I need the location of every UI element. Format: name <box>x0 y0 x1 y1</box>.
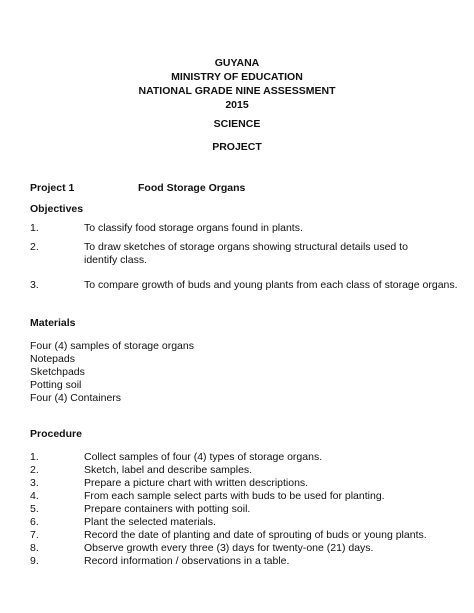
header-country: GUYANA <box>214 57 260 69</box>
header-ministry: MINISTRY OF EDUCATION <box>171 71 303 83</box>
objective-number: 3. <box>30 279 39 291</box>
subject-heading: SCIENCE <box>213 118 261 130</box>
procedure-step <box>0 555 474 569</box>
objective-item <box>0 222 474 236</box>
procedure-step <box>0 503 474 517</box>
procedure-step-number: 9. <box>30 555 39 567</box>
material-item: Four (4) samples of storage organs <box>30 340 194 352</box>
procedure-step-text: Prepare a picture chart with written descriptions. <box>84 477 309 489</box>
procedure-step-number: 3. <box>30 477 39 489</box>
header-assessment: NATIONAL GRADE NINE ASSESSMENT <box>138 85 336 97</box>
procedure-step-text: Collect samples of four (4) types of storage organs. <box>84 451 323 463</box>
material-item: Potting soil <box>30 379 82 391</box>
procedure-step-text: Prepare containers with potting soil. <box>84 503 251 515</box>
project-type-heading: PROJECT <box>212 141 262 153</box>
procedure-step-number: 4. <box>30 490 39 502</box>
document-header <box>0 56 474 112</box>
procedure-step-number: 1. <box>30 451 39 463</box>
objective-text: To compare growth of buds and young plants from each class of storage organs. <box>84 279 458 291</box>
procedure-step <box>0 477 474 491</box>
procedure-step-number: 7. <box>30 529 39 541</box>
procedure-step-number: 8. <box>30 542 39 554</box>
objective-text: To classify food storage organs found in plants. <box>84 222 303 234</box>
header-year: 2015 <box>225 99 249 111</box>
objective-number: 2. <box>30 241 39 253</box>
objectives-heading: Objectives <box>30 203 84 215</box>
procedure-step <box>0 451 474 465</box>
material-item: Notepads <box>30 353 75 365</box>
procedure-step-number: 5. <box>30 503 39 515</box>
procedure-step-text: Sketch, label and describe samples. <box>84 464 253 476</box>
material-item: Sketchpads <box>30 366 85 378</box>
objective-text-continued: identify class. <box>84 254 148 266</box>
materials-heading: Materials <box>30 317 76 329</box>
procedure-step <box>0 490 474 504</box>
procedure-step-text: Plant the selected materials. <box>84 516 216 528</box>
objective-item <box>0 241 474 255</box>
project-label: Project 1 <box>30 182 75 194</box>
procedure-step <box>0 542 474 556</box>
project-title: Food Storage Organs <box>138 182 246 194</box>
procedure-step-text: Record information / observations in a table. <box>84 555 290 567</box>
procedure-step-number: 6. <box>30 516 39 528</box>
objective-number: 1. <box>30 222 39 234</box>
procedure-step <box>0 464 474 478</box>
procedure-step <box>0 529 474 543</box>
procedure-step-text: From each sample select parts with buds to be used for planting. <box>84 490 385 502</box>
procedure-step-text: Record the date of planting and date of sprouting of buds or young plants. <box>84 529 427 541</box>
objective-item <box>0 279 474 293</box>
procedure-step-text: Observe growth every three (3) days for twenty-one (21) days. <box>84 542 374 554</box>
objective-text: To draw sketches of storage organs showing structural details used to <box>84 241 408 253</box>
material-item: Four (4) Containers <box>30 392 122 404</box>
procedure-step-number: 2. <box>30 464 39 476</box>
procedure-heading: Procedure <box>30 428 82 440</box>
procedure-step <box>0 516 474 530</box>
objective-item-continuation <box>0 254 474 268</box>
